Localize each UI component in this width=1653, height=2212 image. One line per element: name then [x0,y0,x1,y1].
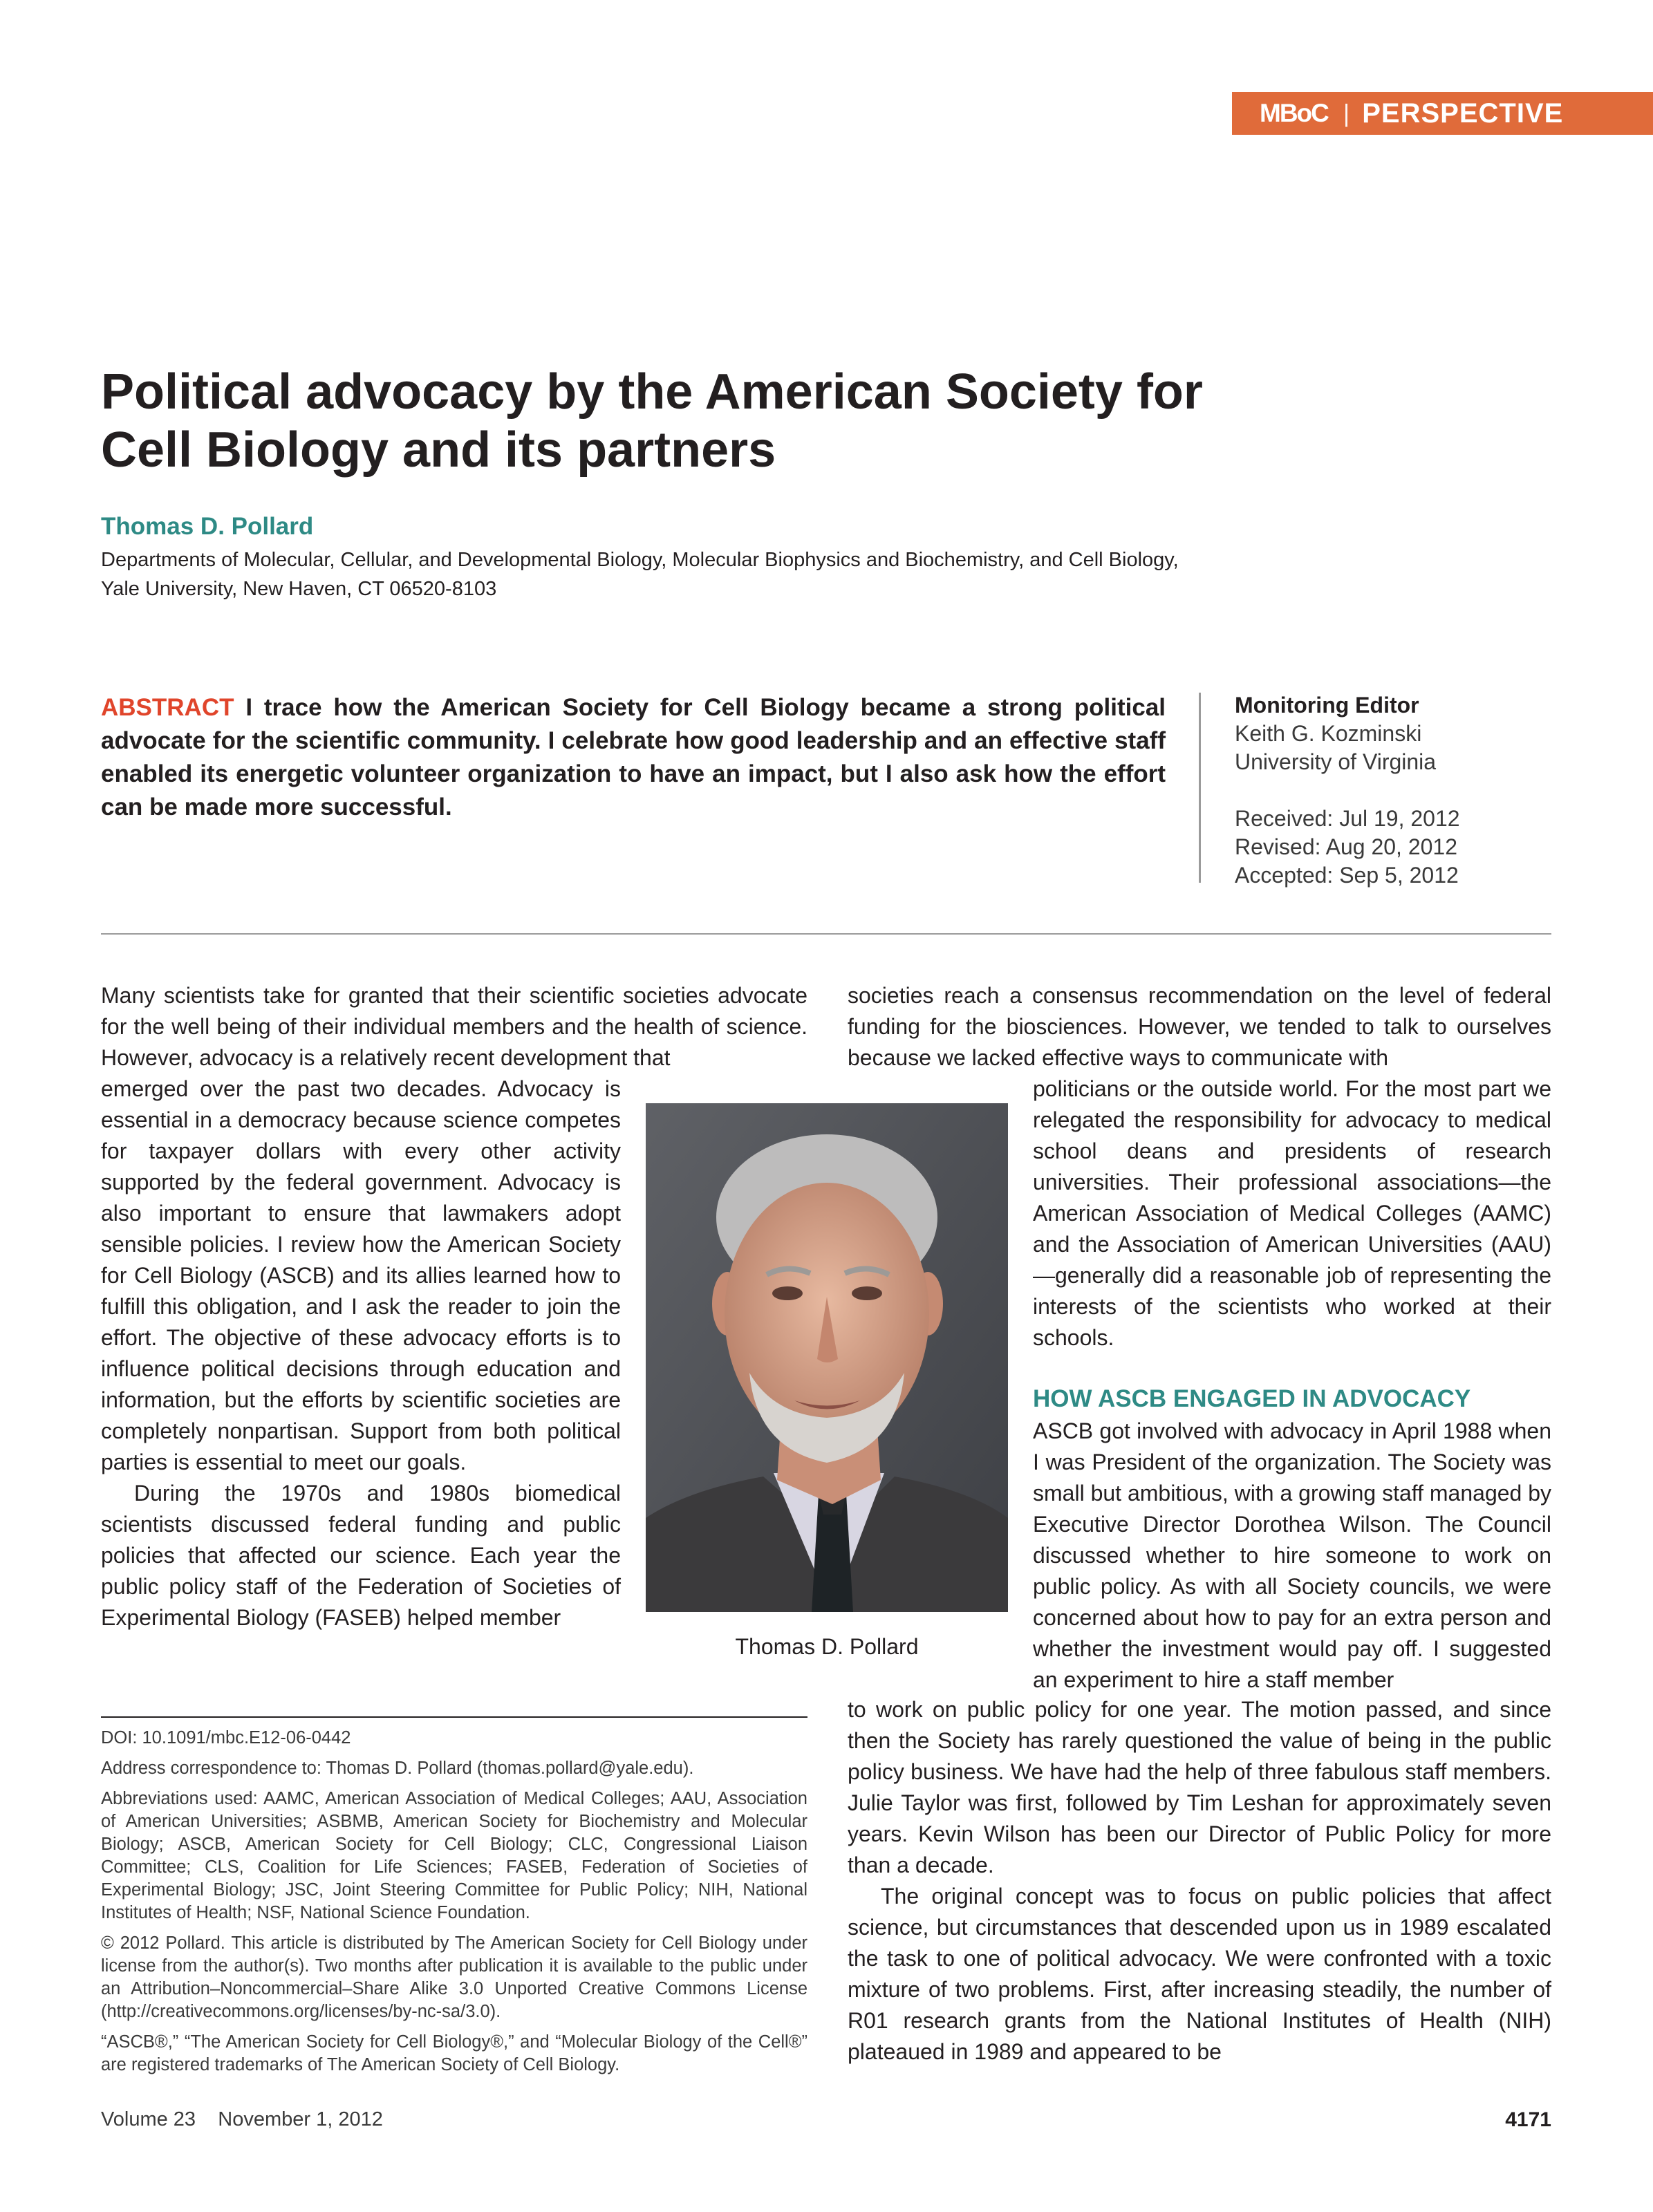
header-divider [101,933,1551,935]
paragraph-text: politicians or the outside world. For the most part we relegated the responsibility for advocacy to medical school deans and presidents of research universities. Their professional associations—the American Association of Medical Colleges (AAMC) and the Association of American Universities (AAU)—generally did a reasonable job of representing the interests of the scientists who worked at their schools. [1033,1076,1551,1350]
section-label: PERSPECTIVE [1362,97,1564,129]
section-heading: HOW ASCB ENGAGED IN ADVOCACY [1033,1385,1471,1412]
correspondence: Address correspondence to: Thomas D. Pollard (thomas.pollard@yale.edu). [101,1759,694,1778]
paragraph-text: ASCB got involved with advocacy in April 1988 when I was President of the organization. The Society was small but ambitious, with a growing staff managed by Executive Director Dorothea Wilson. The Council discussed whether to hire someone to work on public policy. As with all Society councils, we were concerned about how to pay for an extra person and whether the investment would pay off. I suggested an experiment to hire a staff member [1033,1418,1552,1692]
revised-date: Revised: Aug 20, 2012 [1235,834,1458,859]
monitoring-editor-label: Monitoring Editor [1235,693,1419,718]
body-col2-wide [848,1694,1551,2068]
body-col2-narrow [1033,1074,1551,1696]
article-title-line-1: Political advocacy by the American Society for [101,364,1203,420]
journal-section-banner [1232,92,1653,135]
paragraph-text: Many scientists take for granted that their scientific societies advocate for the well being of their individual members and the health of science. However, advocacy is a relatively recent development that [101,983,807,1070]
received-date: Received: Jul 19, 2012 [1235,806,1460,831]
paragraph-text: During the 1970s and 1980s biomedical scientists discussed federal funding and public policies that affected our science. Each year the public policy staff of the Federation of Societies of Experimental Biology (FASEB) helped member [101,1481,621,1630]
abbreviations: Abbreviations used: AAMC, American Association of Medical Colleges; AAU, Association of American Universities; ASBMB, American Society for Biochemistry and Molecular Biology; ASCB, American Society for Cell Biology; CLC, Congressional Liaison Committee; CLS, Coalition for Life Sciences; FASEB, Federation of Societies of Experimental Biology; JSC, Joint Steering Committee for Public Policy; NIH, National Institutes of Health; NSF, National Science Foundation. [101,1789,807,1922]
body-col1-main [101,1074,621,1633]
journal-logo: MBoC [1260,99,1328,127]
paragraph-text: societies reach a consensus recommendation on the level of federal funding for the biosciences. However, we tended to talk to ourselves because we lacked effective ways to communicate with [848,983,1551,1070]
article-title-line-2: Cell Biology and its partners [101,422,776,478]
trademark-notice: “ASCB®,” “The American Society for Cell Biology®,” and “Molecular Biology of the Cell®” are registered trademarks of The American Society of Cell Biology. [101,2032,807,2074]
footnotes [101,1727,807,2084]
body-col1-intro [101,980,807,1074]
abstract-text: I trace how the American Society for Cell Biology became a strong political advocate for the scientific community. I celebrate how good leadership and an effective staff enabled its energetic volunteer organization to have an impact, but I also ask how the effort can be made more successful. [101,694,1166,821]
submission-dates [1235,805,1622,890]
monitoring-editor [1235,691,1622,776]
author-photo [646,1103,1008,1612]
banner-separator: | [1343,99,1350,127]
abstract [101,691,1166,824]
footnote-divider [101,1716,807,1718]
paragraph-text: to work on public policy for one year. The motion passed, and since then the Society has rarely questioned the value of being in the public policy business. We have had the help of three fabulous staff members. Julie Taylor was first, followed by Tim Leshan for approximately seven years. Kevin Wilson has been our Director of Public Policy for more than a decade. [848,1697,1551,1877]
page-number: 4171 [1505,2108,1551,2131]
monitoring-editor-name: Keith G. Kozminski [1235,721,1422,746]
volume-date: Volume 23 November 1, 2012 [101,2108,383,2130]
abstract-label: ABSTRACT [101,694,234,721]
photo-caption: Thomas D. Pollard [735,1634,919,1659]
copyright-notice: © 2012 Pollard. This article is distributed by The American Society for Cell Biology under license from the author(s). Two months after publication it is available to the public under an Attribution–Noncommercial–Share Alike 3.0 Unported Creative Commons License (http://creativecommons.org/licenses/by-nc-sa/3.0). [101,1933,807,2021]
author-name: Thomas D. Pollard [101,513,314,540]
article-title [101,363,1235,479]
body-col2-intro [848,980,1551,1074]
monitoring-editor-institution: University of Virginia [1235,749,1437,774]
abstract-divider [1199,693,1201,883]
heading-spacer [1033,1353,1551,1385]
paragraph-text: emerged over the past two decades. Advocacy is essential in a democracy because science competes for taxpayer dollars with every other activity supported by the federal government. Advocacy is also important to ensure that lawmakers adopt sensible policies. I review how the American Society for Cell Biology (ASCB) and its allies learned how to fulfill this obligation, and I ask the reader to join the effort. The objective of these advocacy efforts is to influence political decisions through education and information, but the efforts by scientific societies are completely nonpartisan. Support from both political parties is essential to meet our goals. [101,1076,621,1474]
accepted-date: Accepted: Sep 5, 2012 [1235,863,1459,888]
doi: DOI: 10.1091/mbc.E12-06-0442 [101,1728,351,1747]
author-affiliation: Departments of Molecular, Cellular, and Developmental Biology, Molecular Biophysics and Biochemistry, and Cell Biology, Yale University, New Haven, CT 06520-8103 [101,549,1179,600]
paragraph-text: The original concept was to focus on public policies that affect science, but circumstances that descended upon us in 1989 escalated the task to one of political advocacy. We were confronted with a toxic mixture of two problems. First, after increasing steadily, the number of R01 research grants from the National Institutes of Health (NIH) plateaued in 1989 and appeared to be [848,1884,1551,2064]
